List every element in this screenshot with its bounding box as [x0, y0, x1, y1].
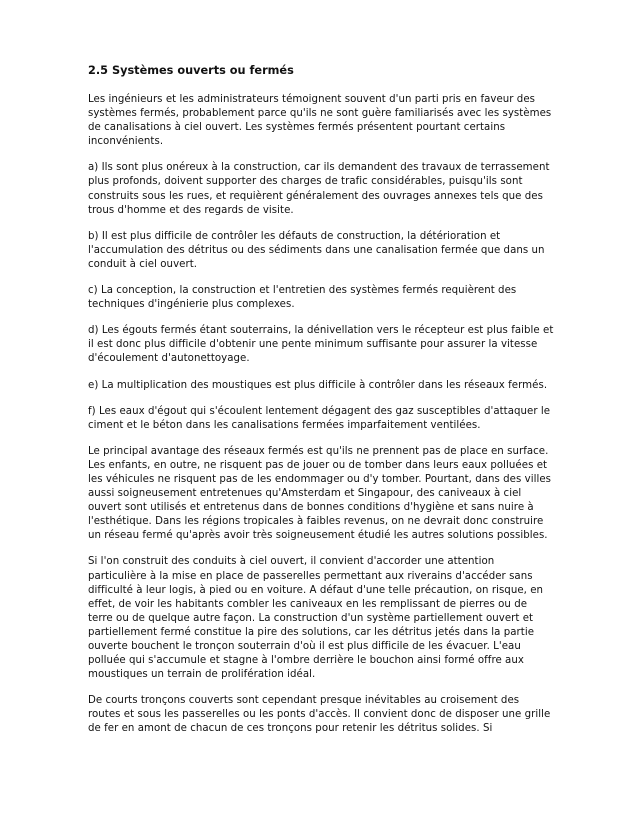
point-d-paragraph: d) Les égouts fermés étant souterrains, la dénivellation vers le récepteur est plus faible et il est donc plus difficile d'obtenir une pente minimum suffisante pour assurer la vitesse d'écoulement d'autonettoyage. — [88, 325, 554, 365]
point-b-paragraph: b) Il est plus difficile de contrôler les défauts de construction, la détérioration et l'accumulation des détritus ou des sédiments dans une canalisation fermée que dans un conduit à ciel ouvert. — [88, 230, 545, 270]
point-e-paragraph: e) La multiplication des moustiques est plus difficile à contrôler dans les réseaux fermés. — [88, 379, 548, 391]
point-c-paragraph: c) La conception, la construction et l'entretien des systèmes fermés requièrent des techniques d'ingénierie plus complexes. — [88, 285, 517, 311]
section-heading: 2.5 Systèmes ouverts ou fermés — [88, 64, 294, 77]
point-a-paragraph: a) Ils sont plus onéreux à la construction, car ils demandent des travaux de terrassement plus profonds, doivent supporter des charges de trafic considérables, puisqu'ils sont construits sous les rues, et requièrent généralement des ouvrages annexes tels que des trous d'homme et des regards de visite. — [88, 162, 550, 216]
open-conduits-paragraph: Si l'on construit des conduits à ciel ouvert, il convient d'accorder une attention particulière à la mise en place de passerelles permettant aux riverains d'accéder sans difficulté à leur logis, à pied ou en voiture. A défaut d'une telle précaution, on risque, en effet, de voir les habitants combler les caniveaux en les remplissant de pierres ou de terre ou de quelque autre façon. La construction d'un système partiellement ouvert et partiellement fermé constitue la pire des solutions, car les détritus jetés dans la partie ouverte bouchent le tronçon souterrain d'où il est plus difficile de les évacuer. L'eau polluée qui s'accumule et stagne à l'ombre derrière le bouchon ainsi formé offre aux moustiques un terrain de prolifération idéal. — [88, 556, 544, 681]
intro-paragraph: Les ingénieurs et les administrateurs témoignent souvent d'un parti pris en faveur des systèmes fermés, probablement parce qu'ils ne sont guère familiarisés avec les systèmes de canalisations à ciel ouvert. Les systèmes fermés présentent pourtant certains inconvénients. — [88, 94, 552, 148]
advantage-paragraph: Le principal avantage des réseaux fermés est qu'ils ne prennent pas de place en surface. Les enfants, en outre, ne risquent pas de jouer ou de tomber dans leurs eaux polluées et les véhicules ne risquent pas de les endommager ou d'y tomber. Pourtant, dans des villes aussi soigneusement entretenues qu'Amsterdam et Singapour, des caniveaux à ciel ouvert sont utilisés et entretenus dans de bonnes conditions d'hygiène et sans nuire à l'esthétique. Dans les régions tropicales à faibles revenus, on ne devrait donc construire un réseau fermé qu'après avoir très soigneusement étudié les autres solutions possibles. — [88, 445, 552, 542]
point-f-paragraph: f) Les eaux d'égout qui s'écoulent lentement dégagent des gaz susceptibles d'attaquer le ciment et le béton dans les canalisations fermées imparfaitement ventilées. — [88, 405, 551, 431]
document-page — [88, 64, 554, 749]
covered-sections-paragraph: De courts tronçons couverts sont cependant presque inévitables au croisement des routes et sous les passerelles ou les ponts d'accès. Il convient donc de disposer une grille de fer en amont de chacun de ces tronçons pour retenir les détritus solides. Si — [88, 695, 551, 735]
